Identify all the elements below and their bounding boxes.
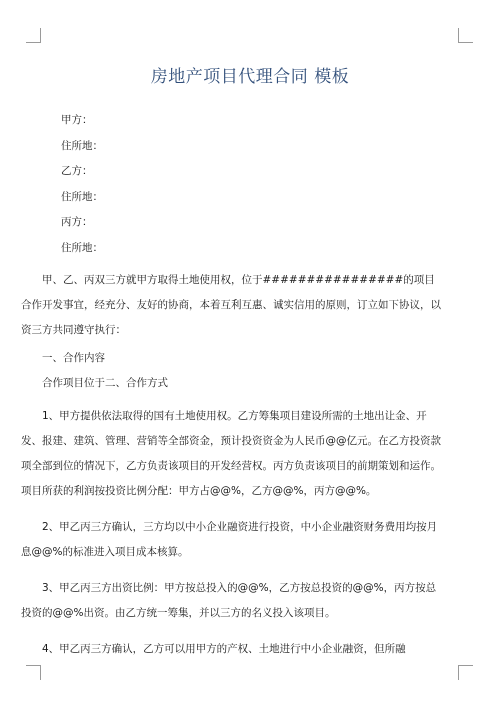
page-corner-mark-bottom-right — [458, 665, 473, 680]
clause-3: 3、甲乙丙三方出资比例：甲方按总投入的@@%，乙方按总投资的@@%，丙方按总投资的@@%出资。由乙方统一筹集，并以三方的名义投入该项目。 — [21, 582, 437, 619]
clause-2: 2、甲乙丙三方确认，三方均以中小企业融资进行投资，中小企业融资财务费用均按月息@@%的标准进入项目成本核算。 — [21, 521, 438, 558]
party-a-address-label: 住所地： — [61, 139, 103, 152]
document-body — [21, 112, 441, 662]
party-b-address-label: 住所地： — [61, 190, 103, 203]
page-corner-mark-top-right — [458, 28, 473, 43]
document-title: 房地产项目代理合同 模板 — [150, 67, 350, 87]
intro-paragraph: 甲、乙、丙双三方就甲方取得土地使用权，位于################的项目合作开发事宜，经充分、友好的协商，本着互利互惠、诚实信用的原则，订立如下协议，以资三方共同遵守执行： — [21, 274, 441, 336]
page-corner-mark-top-left — [26, 28, 41, 43]
clause-4: 4、甲乙丙三方确认，乙方可以用甲方的产权、土地进行中小企业融资，但所融 — [42, 643, 406, 655]
section-subheading: 合作项目位于二、合作方式 — [42, 377, 168, 389]
section-heading-cooperation-content: 一、合作内容 — [42, 352, 105, 364]
clause-1: 1、甲方提供依法取得的国有土地使用权。乙方筹集项目建设所需的土地出让金、开发、报建、建筑、管理、营销等全部资金，预计投资资金为人民币@@亿元。在乙方投资款项全部到位的情况下，乙方负责该项目的开发经营权。丙方负责该项目的前期策划和运作。 项目所获的利润按投资比例分配：甲方占@@%，乙方@@%，丙方@@%。 — [21, 410, 441, 497]
page-corner-mark-bottom-left — [26, 665, 41, 680]
party-b-label: 乙方： — [61, 165, 93, 177]
party-c-label: 丙方： — [61, 216, 93, 228]
party-c-address-label: 住所地： — [61, 241, 103, 254]
party-a-label: 甲方： — [61, 114, 93, 126]
